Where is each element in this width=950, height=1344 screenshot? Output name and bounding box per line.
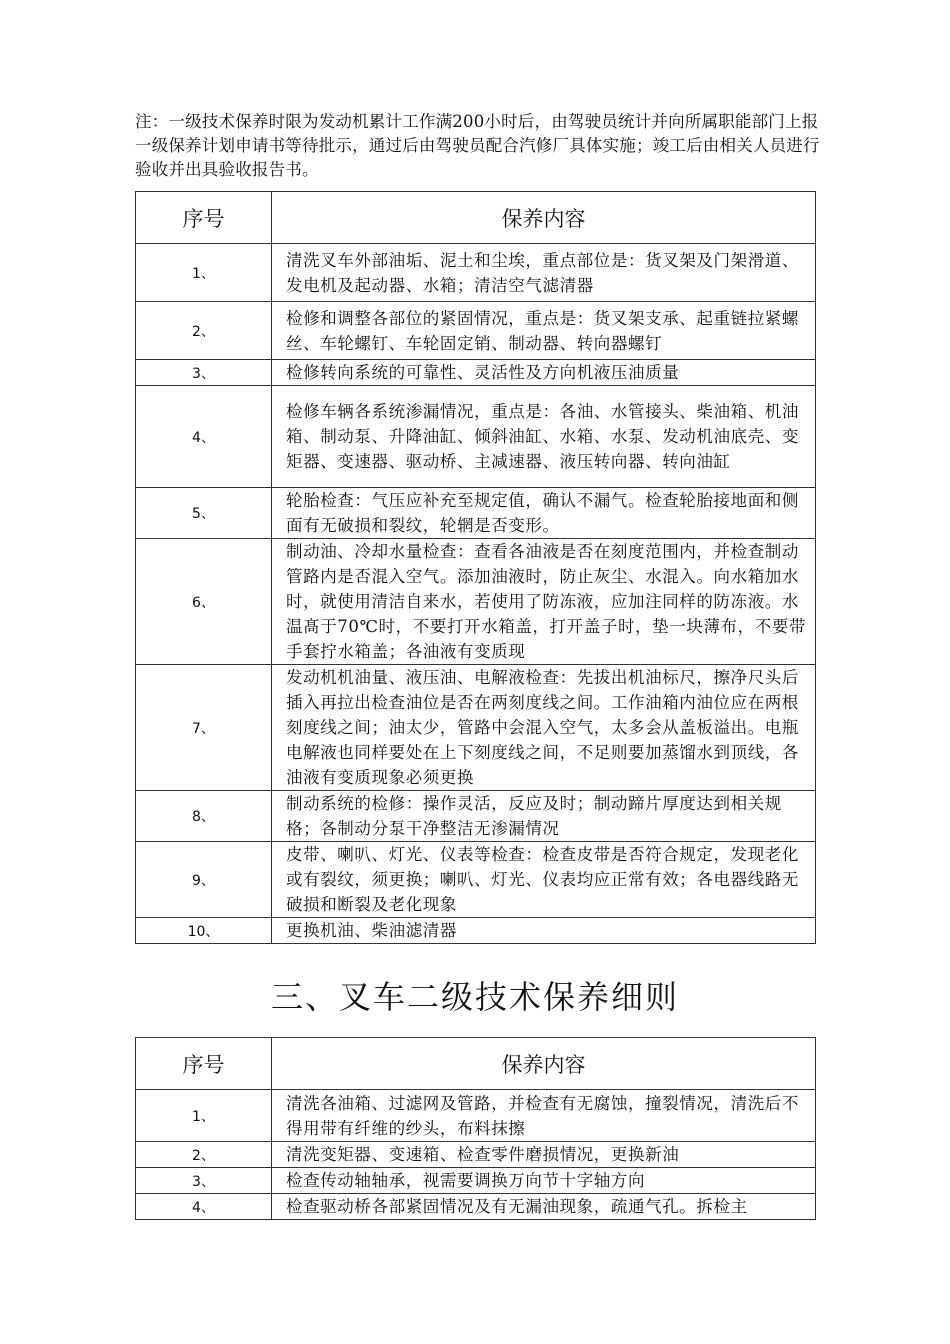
table-row	[136, 842, 816, 918]
table-header-row	[136, 1038, 816, 1090]
level1-maintenance-table	[135, 191, 816, 944]
row-content: 发动机机油量、液压油、电解液检查：先拔出机油标尺，擦净尺头后插入再拉出检查油位是否在两刻度线之间。工作油箱内油位应在两根刻度线之间；油太少，管路中会混入空气，太多会从盖板溢出。电瓶电解液也同样要处在上下刻度线之间，不足则要加蒸馏水到顶线，各油液有变质现象必须更换	[272, 665, 816, 791]
level2-maintenance-table	[135, 1037, 816, 1220]
column-header-no: 序号	[136, 1038, 272, 1090]
table-row	[136, 488, 816, 539]
row-content: 清洗各油箱、过滤网及管路，并检查有无腐蚀，撞裂情况，清洗后不得用带有纤维的纱头，布料抹擦	[272, 1090, 816, 1142]
row-number: 1、	[136, 244, 272, 302]
row-content: 检修转向系统的可靠性、灵活性及方向机液压油质量	[272, 360, 816, 386]
row-number: 3、	[136, 360, 272, 386]
row-number: 2、	[136, 302, 272, 360]
row-number: 10、	[136, 918, 272, 944]
row-number: 9、	[136, 842, 272, 918]
section-title: 三、叉车二级技术保养细则	[270, 978, 679, 1016]
table-row	[136, 244, 816, 302]
table-row	[136, 1168, 816, 1194]
row-number: 3、	[136, 1168, 272, 1194]
row-number: 6、	[136, 539, 272, 665]
row-number: 7、	[136, 665, 272, 791]
column-header-content: 保养内容	[272, 1038, 816, 1090]
row-content: 轮胎检查：气压应补充至规定值，确认不漏气。检查轮胎接地面和侧面有无破损和裂纹，轮辋是否变形。	[272, 488, 816, 539]
table-row	[136, 665, 816, 791]
row-number: 4、	[136, 386, 272, 488]
table-row	[136, 539, 816, 665]
table-row	[136, 1194, 816, 1220]
column-header-content: 保养内容	[272, 192, 816, 244]
maintenance-note: 注：一级技术保养时限为发动机累计工作满200小时后，由驾驶员统计并向所属职能部门上报一级保养计划申请书等待批示，通过后由驾驶员配合汽修厂具体实施；竣工后由相关人员进行验收并出具验收报告书。	[135, 112, 820, 179]
row-number: 5、	[136, 488, 272, 539]
row-content: 制动系统的检修：操作灵活，反应及时；制动蹄片厚度达到相关规格；各制动分泵干净整洁无渗漏情况	[272, 791, 816, 842]
table-header-row	[136, 192, 816, 244]
row-content: 制动油、冷却水量检查：查看各油液是否在刻度范围内，并检查制动管路内是否混入空气。添加油液时，防止灰尘、水混入。向水箱加水时，就使用清洁自来水，若使用了防冻液，应加注同样的防冻液。水温髙于70℃时，不要打开水箱盖，打开盖子时，垫一块薄布，不要带手套拧水箱盖；各油液有变质现	[272, 539, 816, 665]
row-content: 清洗叉车外部油垢、泥土和尘埃，重点部位是：货叉架及门架滑道、发电机及起动器、水箱；清洁空气滤清器	[272, 244, 816, 302]
table-row	[136, 791, 816, 842]
row-content: 清洗变矩器、变速箱、检查零件磨损情况，更换新油	[272, 1142, 816, 1168]
row-number: 4、	[136, 1194, 272, 1220]
row-content: 检查驱动桥各部紧固情况及有无漏油现象，疏通气孔。拆检主	[272, 1194, 816, 1220]
row-content: 检修和调整各部位的紧固情况，重点是：货叉架支承、起重链拉紧螺丝、车轮螺钉、车轮固定销、制动器、转向器螺钉	[272, 302, 816, 360]
table-row	[136, 360, 816, 386]
row-content: 检修车辆各系统渗漏情况，重点是：各油、水管接头、柴油箱、机油箱、制动泵、升降油缸、倾斜油缸、水箱、水泵、发动机油底壳、变矩器、变速器、驱动桥、主减速器、液压转向器、转向油缸	[272, 386, 816, 488]
row-number: 1、	[136, 1090, 272, 1142]
row-number: 8、	[136, 791, 272, 842]
table-row	[136, 386, 816, 488]
row-content: 皮带、喇叭、灯光、仪表等检查：检查皮带是否符合规定，发现老化或有裂纹，须更换；喇叭、灯光、仪表均应正常有效；各电器线路无破损和断裂及老化现象	[272, 842, 816, 918]
row-content: 更换机油、柴油滤清器	[272, 918, 816, 944]
table-row	[136, 1090, 816, 1142]
row-content: 检查传动轴轴承，视需要调换万向节十字轴方向	[272, 1168, 816, 1194]
row-number: 2、	[136, 1142, 272, 1168]
table-row	[136, 1142, 816, 1168]
column-header-no: 序号	[136, 192, 272, 244]
table-row	[136, 302, 816, 360]
table-row	[136, 918, 816, 944]
